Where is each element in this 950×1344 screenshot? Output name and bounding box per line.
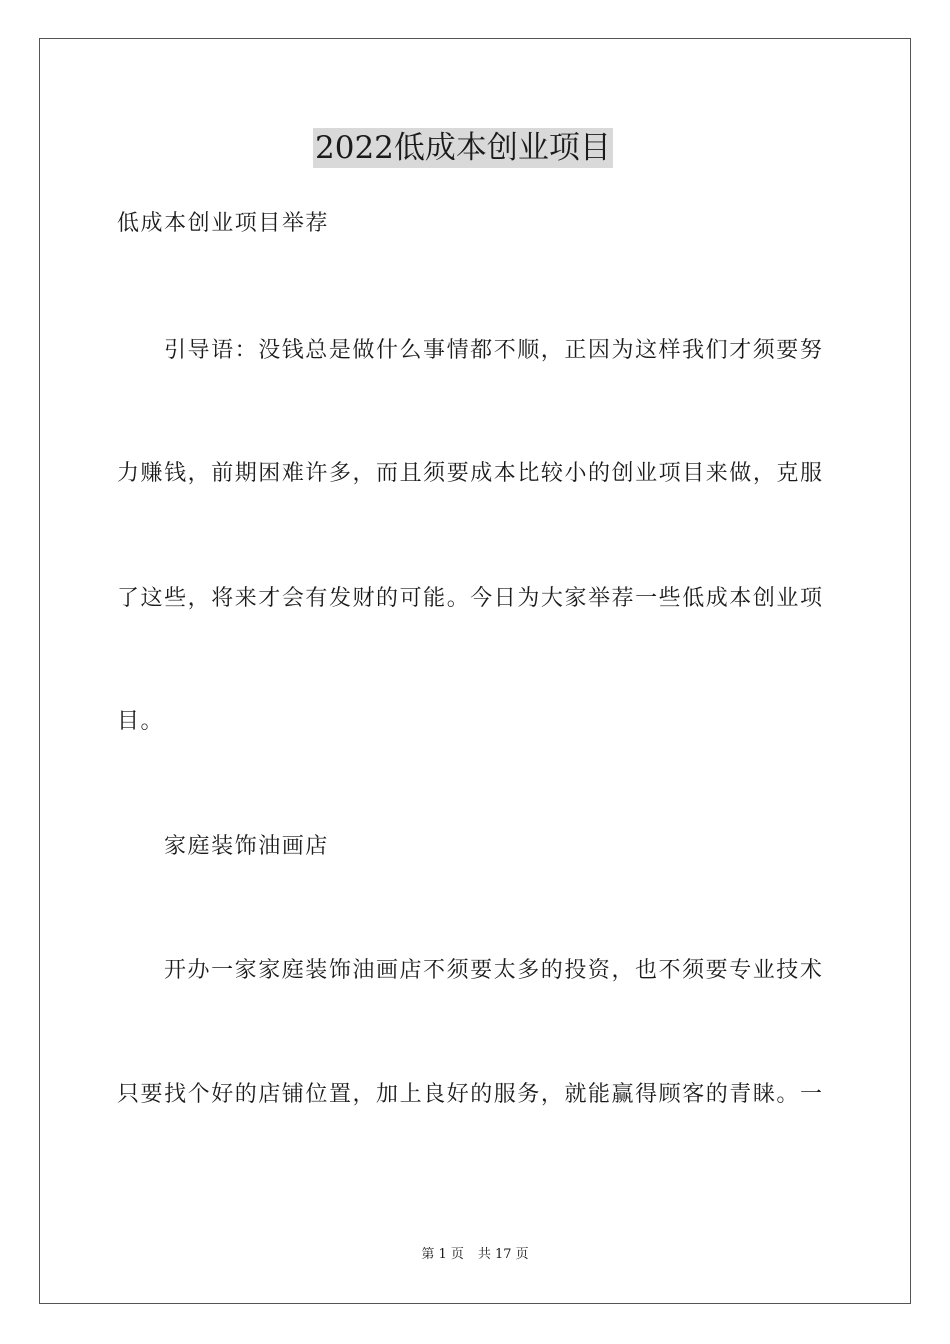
paragraph-line: 开办一家家庭装饰油画店不须要太多的投资，也不须要专业技术 <box>164 958 824 983</box>
paragraph-line: 目。 <box>117 709 165 734</box>
page-number: 第 1 页 <box>421 1247 464 1262</box>
document-title: 2022低成本创业项目 <box>315 130 611 166</box>
paragraph-line: 了这些，将来才会有发财的可能。今日为大家举荐一些低成本创业项 <box>117 586 824 611</box>
page-total: 共 17 页 <box>477 1247 529 1262</box>
paragraph-line: 引导语：没钱总是做什么事情都不顺，正因为这样我们才须要努 <box>164 338 824 363</box>
paragraph-line: 力赚钱，前期困难许多，而且须要成本比较小的创业项目来做，克服 <box>117 461 824 486</box>
page-footer <box>0 1246 950 1264</box>
section-heading: 家庭装饰油画店 <box>164 834 329 859</box>
paragraph-line: 只要找个好的店铺位置，加上良好的服务，就能赢得顾客的青睐。一 <box>117 1082 824 1107</box>
document-subtitle: 低成本创业项目举荐 <box>117 211 329 236</box>
